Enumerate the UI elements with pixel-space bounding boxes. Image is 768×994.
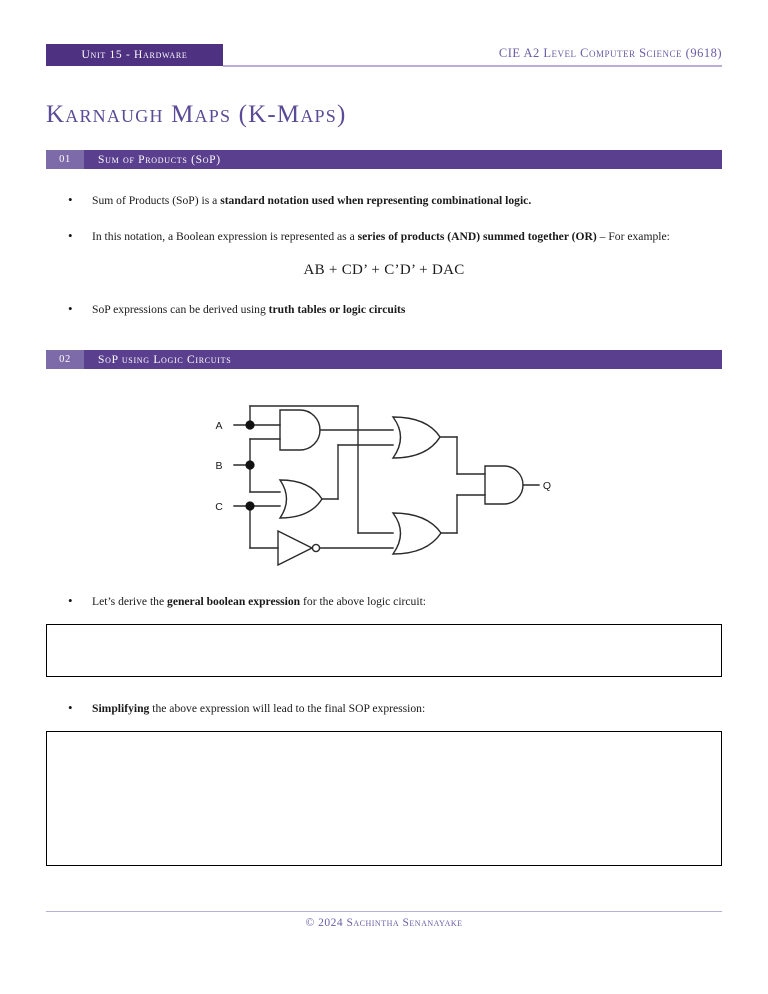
bullet-2-pre: In this notation, a Boolean expression is represented as a bbox=[92, 230, 358, 243]
junction-dot-b bbox=[245, 460, 254, 469]
header-divider bbox=[223, 65, 722, 67]
junction-dot-c bbox=[245, 501, 254, 510]
bullet-3-pre: SoP expressions can be derived using bbox=[92, 303, 269, 316]
or-gate-top-body bbox=[393, 417, 440, 458]
answer-box-sop-expression[interactable] bbox=[46, 731, 722, 866]
not-gate-c-body bbox=[278, 531, 312, 565]
bullet-4-pre: Let’s derive the bbox=[92, 595, 168, 608]
and-gate-ab-body bbox=[280, 410, 320, 450]
list-item bbox=[68, 192, 724, 210]
or-gate-bottom-body bbox=[393, 513, 441, 554]
list-item-text bbox=[68, 593, 724, 611]
bullet-1-bold: standard notation used when representing combinational logic. bbox=[220, 194, 532, 207]
example-expression: AB + CD’ + C’D’ + DAC bbox=[303, 262, 465, 278]
bullet-4-post: for the above logic circuit: bbox=[300, 595, 427, 608]
circuit-label-c: C bbox=[215, 501, 223, 513]
bullet-marker: • bbox=[68, 301, 73, 316]
bullet-5-bold: Simplifying bbox=[92, 702, 150, 715]
list-item-text bbox=[68, 700, 724, 718]
bullet-marker: • bbox=[68, 700, 73, 715]
junction-dot-a bbox=[245, 420, 254, 429]
bullet-2-post: – For example: bbox=[596, 230, 670, 243]
circuit-label-b: B bbox=[215, 460, 223, 472]
footer-divider bbox=[46, 911, 722, 912]
list-item-text bbox=[68, 228, 724, 246]
junction-dots bbox=[245, 420, 254, 510]
list-item bbox=[68, 593, 724, 611]
list-item-text bbox=[68, 192, 724, 210]
bullet-1-pre: Sum of Products (SoP) is a bbox=[92, 194, 221, 207]
bullet-4-bold: general boolean expression bbox=[167, 595, 301, 608]
or-gate-bc-body bbox=[280, 480, 322, 518]
bullet-marker: • bbox=[68, 192, 73, 207]
bullet-3-bold: truth tables or logic circuits bbox=[268, 303, 406, 316]
list-item bbox=[68, 700, 724, 718]
bullet-marker: • bbox=[68, 593, 73, 608]
answer-box-general-expression[interactable] bbox=[46, 624, 722, 677]
bullet-5-post: the above expression will lead to the final SOP expression: bbox=[149, 702, 426, 715]
footer-copyright: © 2024 Sachintha Senanayake bbox=[305, 917, 463, 929]
section-number: 01 bbox=[46, 150, 84, 169]
circuit-label-q: Q bbox=[542, 480, 552, 492]
course-label: CIE A2 Level Computer Science (9618) bbox=[498, 46, 722, 60]
unit-tab: Unit 15 - Hardware bbox=[46, 44, 223, 66]
list-item bbox=[68, 228, 724, 246]
section-title: SoP using Logic Circuits bbox=[84, 350, 722, 369]
logic-circuit-diagram bbox=[205, 395, 565, 575]
page-header bbox=[46, 44, 722, 68]
section-number: 02 bbox=[46, 350, 84, 369]
list-item-text bbox=[68, 301, 724, 319]
section-title: Sum of Products (SoP) bbox=[84, 150, 722, 169]
list-item bbox=[68, 301, 724, 319]
section-heading-01 bbox=[46, 150, 722, 169]
bullet-2-bold: series of products (AND) summed together (OR) bbox=[357, 230, 597, 243]
section-heading-02 bbox=[46, 350, 722, 369]
circuit-label-a: A bbox=[215, 420, 223, 432]
bullet-marker: • bbox=[68, 228, 73, 243]
page-title: Karnaugh Maps (K-Maps) bbox=[46, 101, 347, 128]
and-gate-output-body bbox=[485, 466, 523, 504]
